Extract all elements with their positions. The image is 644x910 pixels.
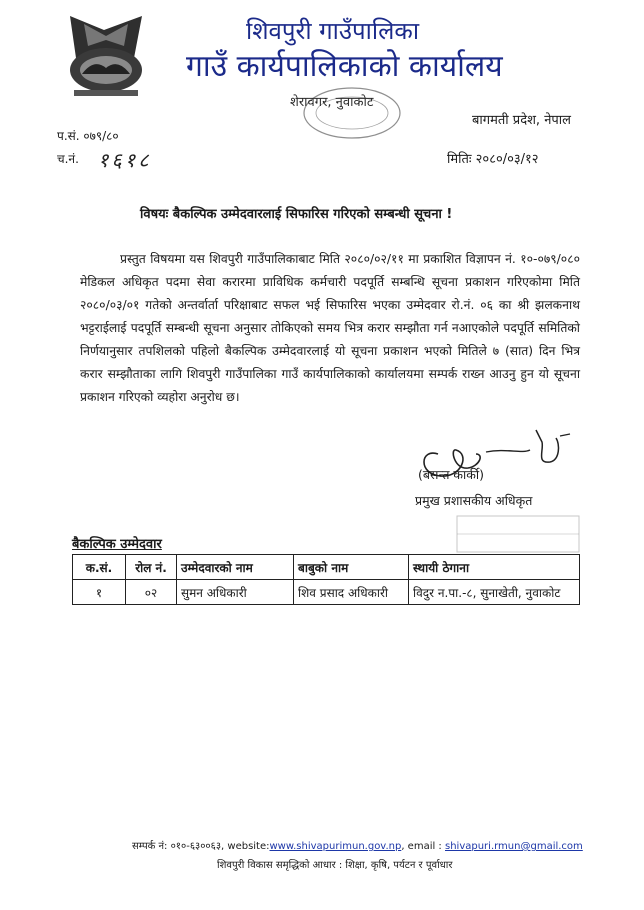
candidates-table: [72, 554, 580, 605]
candidates-heading: बैकल्पिक उम्मेदवार: [72, 537, 162, 552]
chalan-label: च.नं.: [57, 152, 79, 166]
col-sn: क.सं.: [73, 555, 126, 580]
table-header-row: [73, 555, 580, 580]
signatory-title: प्रमुख प्रशासकीय अधिकृत: [415, 493, 533, 508]
cell-name: सुमन अधिकारी: [177, 580, 294, 605]
col-name: उम्मेदवारको नाम: [177, 555, 294, 580]
footer-contact: सम्पर्क नं: ०१०-६३००६३, website:www.shivapurimun.gov.np, email : shivapuri.rmun@gmail.com: [132, 841, 583, 852]
chalan-number: १६१८: [98, 148, 152, 172]
email-label: email :: [407, 841, 442, 852]
signature-icon: [410, 424, 580, 496]
contact-phone: ०१०-६३००६३: [170, 841, 222, 852]
office-name: गाउँ कार्यपालिकाको कार्यालय: [186, 49, 503, 84]
letter-date: मितिः २०८०/०३/१२: [447, 152, 539, 167]
table-row: [73, 580, 580, 605]
province-label: बागमती प्रदेश, नेपाल: [472, 113, 571, 128]
cell-address: विदुर न.पा.-८, सुनाखेती, नुवाकोट: [409, 580, 580, 605]
cell-father: शिव प्रसाद अधिकारी: [294, 580, 409, 605]
letter-subject: विषयः बैकल्पिक उम्मेदवारलाई सिफारिस गरिएको सम्बन्धी सूचना !: [140, 207, 453, 222]
faded-stamp-icon: [455, 514, 581, 554]
contact-label: सम्पर्क नं:: [132, 841, 168, 852]
footer-tagline: शिवपुरी विकास समृद्धिको आधार : शिक्षा, कृषि, पर्यटन र पूर्वाधार: [217, 860, 453, 871]
office-address: शेरावगर, नुवाकोट: [290, 95, 374, 110]
col-roll: रोल नं.: [126, 555, 177, 580]
cell-sn: १: [73, 580, 126, 605]
col-father: बाबुको नाम: [294, 555, 409, 580]
col-address: स्थायी ठेगाना: [409, 555, 580, 580]
letter-body: प्रस्तुत विषयमा यस शिवपुरी गाउँपालिकाबाट मिति २०८०/०२/११ मा प्रकाशित विज्ञापन नं. १०-०७९/०८० मेडिकल अधिकृत पदमा सेवा करारमा प्राविधिक कर्मचारी पदपूर्ति सम्बन्धि सूचना प्रकाशन गरिएकोमा मिति २०८०/०३/०१ गतेको अन्तर्वार्ता परिक्षाबाट सफल भई सिफारिस भएका उम्मेदवार रो.नं. ०६ का श्री झलकनाथ भट्टराईलाई पदपूर्ति सम्बन्धी सूचना अनुसार तोकिएको समय भित्र करार सम्झौता गर्न नआएकोले पदपूर्ति समितिको निर्णयानुसार तपशिलको पहिलो बैकल्पिक उम्मेदवारलाई यो सूचना प्रकाशन भएको मितिले ७ (सात) दिन भित्र करार सम्झौताका लागि शिवपुरी गाउँपालिका गाउँ कार्यपालिकाको कार्यालयमा सम्पर्क राख्न आउनु हुन यो सूचना प्रकाशन गरिएको व्यहोरा अनुरोध छ।: [80, 252, 580, 404]
email-link[interactable]: shivapuri.rmun@gmail.com: [445, 841, 583, 852]
website-label: website:: [227, 841, 270, 852]
fiscal-year: प.सं. ०७९/८०: [57, 129, 119, 143]
municipality-emblem-icon: [64, 8, 148, 100]
signatory-name: (बसन्त कार्की): [418, 467, 484, 482]
municipality-name: शिवपुरी गाउँपालिका: [246, 17, 420, 45]
cell-roll: ०२: [126, 580, 177, 605]
website-link[interactable]: www.shivapurimun.gov.np: [269, 841, 402, 852]
